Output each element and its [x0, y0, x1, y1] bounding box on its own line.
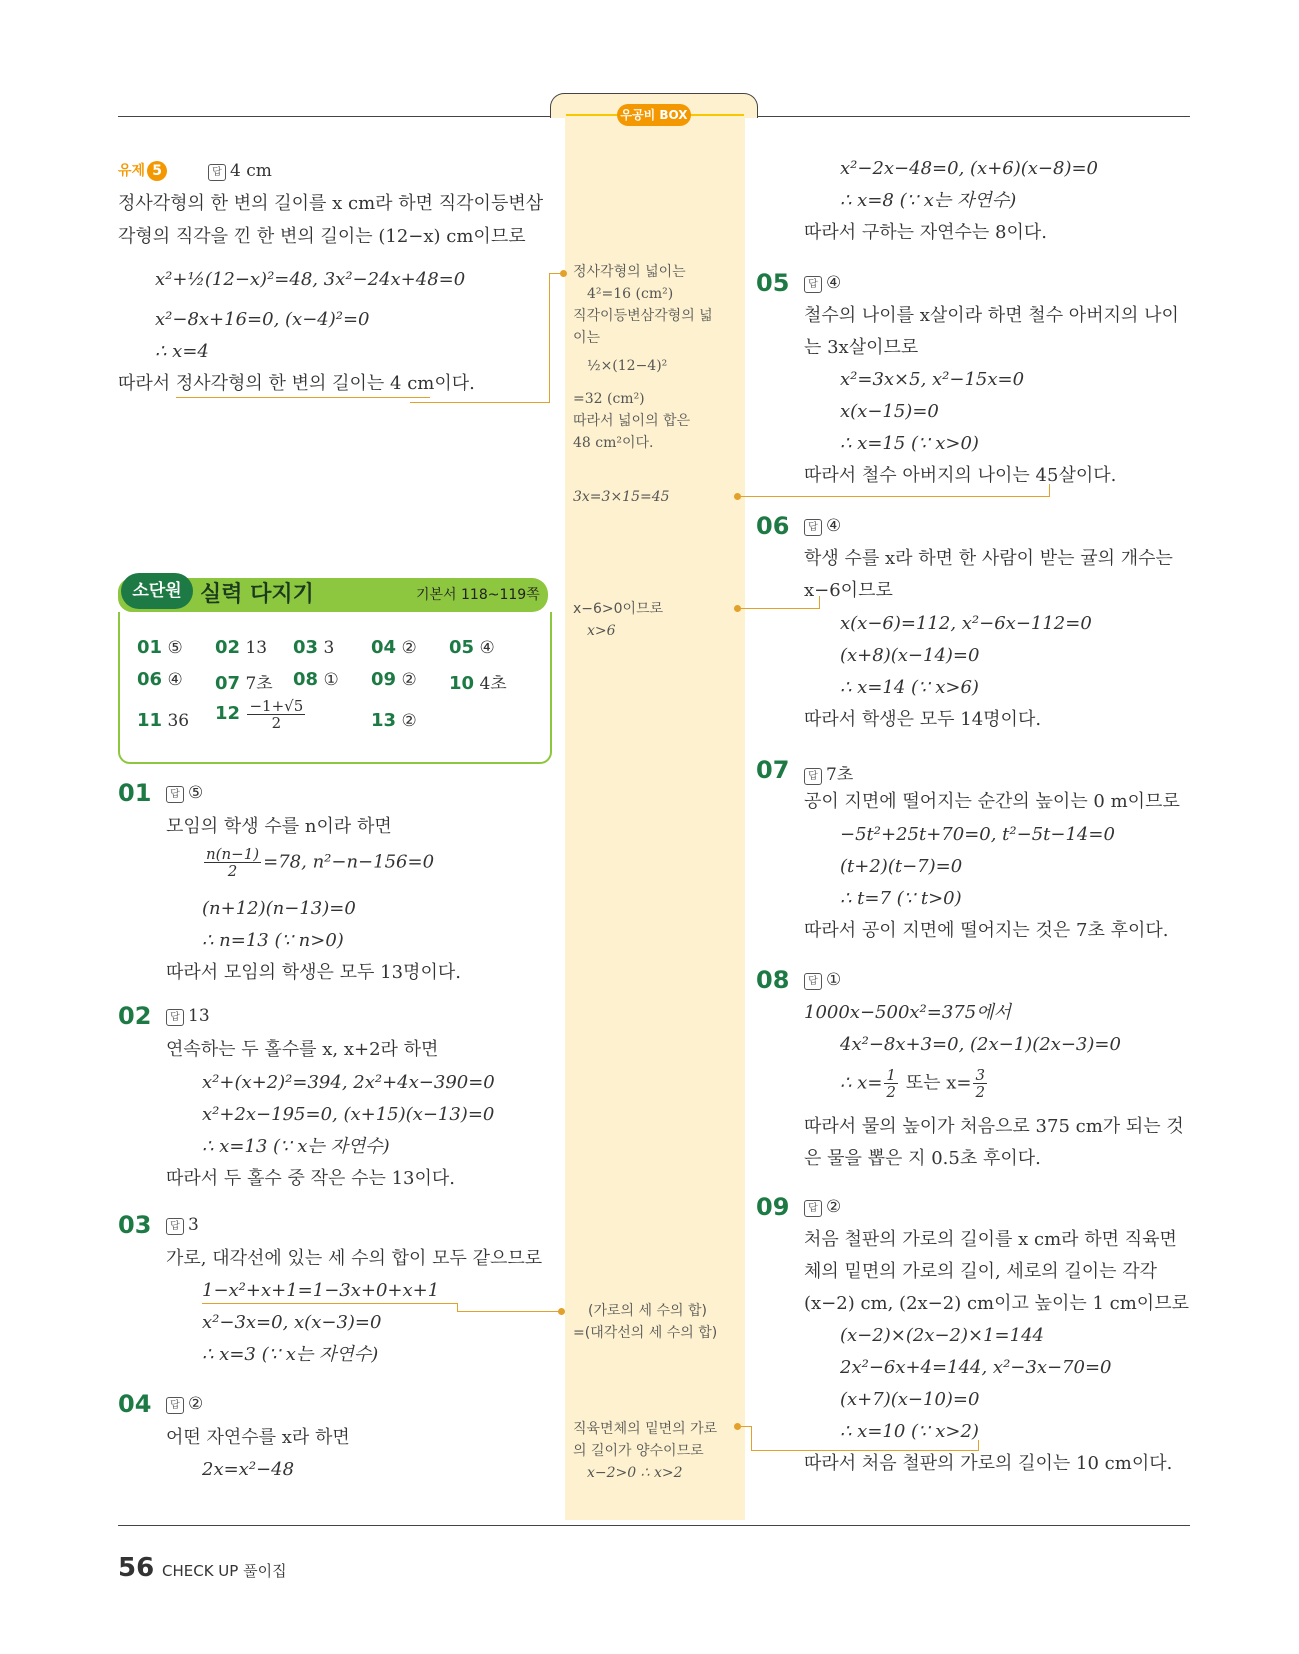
yuje-line: ∴ x=4	[155, 341, 209, 362]
side-note: =(대각선의 세 수의 합)	[573, 1325, 718, 1341]
solution-line: 4x²−8x+3=0, (2x−1)(2x−3)=0	[840, 1034, 1121, 1055]
problem-answer: 답 3	[166, 1215, 199, 1235]
solution-line: 는 3x살이므로	[804, 337, 919, 358]
solution-line: (x+8)(x−14)=0	[840, 645, 980, 666]
solution-line: x²=3x×5, x²−15x=0	[840, 369, 1025, 390]
solution-line: 처음 철판의 가로의 길이를 x cm라 하면 직육면	[804, 1229, 1177, 1250]
side-note: 48 cm²이다.	[573, 435, 654, 451]
solution-line: −5t²+25t+70=0, t²−5t−14=0	[840, 824, 1115, 845]
unit-answer: 04 ②	[371, 637, 417, 658]
problem-number: 04	[118, 1390, 152, 1418]
connector	[740, 608, 820, 609]
unit-answer: 13 ②	[371, 710, 417, 731]
problem-number: 05	[756, 269, 790, 297]
side-note: ½×(12−4)²	[587, 358, 668, 374]
side-note: 직각이등변삼각형의 넓	[573, 308, 713, 324]
solution-line: ∴ x=3 (∵ x는 자연수)	[202, 1344, 379, 1365]
solution-line: 2x²−6x+4=144, x²−3x−70=0	[840, 1357, 1112, 1378]
unit-answer: 12 $\frac{-1+√5}{2}$	[215, 697, 304, 732]
solution-line: (x−2) cm, (2x−2) cm이고 높이는 1 cm이므로	[804, 1293, 1189, 1314]
solution-line: (n+12)(n−13)=0	[202, 898, 356, 919]
connector	[740, 496, 1050, 497]
unit-answer: 09 ②	[371, 669, 417, 690]
problem-answer: 답 ④	[804, 516, 841, 536]
solution-line: 모임의 학생 수를 n이라 하면	[166, 816, 392, 837]
solution-line: 따라서 학생은 모두 14명이다.	[804, 709, 1042, 730]
connector	[410, 402, 550, 403]
unit-answer: 08 ①	[293, 669, 339, 690]
solution-line: 공이 지면에 떨어지는 순간의 높이는 0 m이므로	[804, 791, 1180, 812]
connector	[457, 1311, 560, 1312]
side-note: x>6	[587, 623, 616, 639]
unit-answer: 07 7초	[215, 673, 273, 694]
solution-line: x(x−6)=112, x²−6x−112=0	[840, 613, 1092, 634]
solution-line: $\frac{n(n-1)}{2}$ =78, n²−n−156=0	[206, 845, 435, 880]
side-note: x−6>0이므로	[573, 601, 664, 617]
solution-line: 따라서 철수 아버지의 나이는 45살이다.	[804, 465, 1117, 486]
yuje-line: 각형의 직각을 낀 한 변의 길이는 (12−x) cm이므로	[118, 226, 526, 247]
yuje-line: x²+½(12−x)²=48, 3x²−24x+48=0	[155, 269, 466, 290]
page-number: 56	[118, 1553, 155, 1583]
solution-line: 은 물을 뽑은 지 0.5초 후이다.	[804, 1148, 1041, 1169]
box-line-left	[566, 114, 618, 116]
yuje-line: 따라서 정사각형의 한 변의 길이는 4 cm이다.	[118, 373, 475, 394]
problem-number: 06	[756, 512, 790, 540]
solution-line: 따라서 공이 지면에 떨어지는 것은 7초 후이다.	[804, 920, 1169, 941]
connector	[751, 1450, 979, 1451]
solution-line: 연속하는 두 홀수를 x, x+2라 하면	[166, 1039, 439, 1060]
solution-line: (x−2)×(2x−2)×1=144	[840, 1325, 1044, 1346]
unit-title: 실력 다지기	[200, 582, 314, 607]
box-line-right	[690, 114, 744, 116]
unit-answer: 11 36	[137, 710, 190, 731]
solution-line: ∴ t=7 (∵ t>0)	[840, 888, 962, 909]
solution-line: 철수의 나이를 x살이라 하면 철수 아버지의 나이	[804, 305, 1179, 326]
solution-line: ∴ x= $\frac{1}{2}$ 또는 x= $\frac{3}{2}$	[840, 1066, 985, 1101]
solution-line: 어떤 자연수를 x라 하면	[166, 1427, 350, 1448]
solution-line: 체의 밑면의 가로의 길이, 세로의 길이는 각각	[804, 1261, 1158, 1282]
solution-line: 가로, 대각선에 있는 세 수의 합이 모두 같으므로	[166, 1248, 543, 1269]
solution-line: 1−x²+x+1=1−3x+0+x+1	[202, 1280, 440, 1301]
solution-line: 1000x−500x²=375에서	[804, 1002, 1011, 1023]
solution-line: 따라서 모임의 학생은 모두 13명이다.	[166, 962, 461, 983]
solution-line: ∴ x=14 (∵ x>6)	[840, 677, 979, 698]
solution-line: x²+2x−195=0, (x+15)(x−13)=0	[202, 1104, 495, 1125]
solution-line: ∴ x=8 (∵ x는 자연수)	[840, 190, 1017, 211]
solution-line: 따라서 구하는 자연수는 8이다.	[804, 222, 1047, 243]
solution-line: ∴ x=13 (∵ x는 자연수)	[202, 1136, 390, 1157]
unit-ref: 기본서 118~119쪽	[416, 587, 540, 603]
problem-answer: 답 7초	[804, 760, 853, 785]
solution-line: 학생 수를 x라 하면 한 사람이 받는 귤의 개수는	[804, 548, 1173, 569]
footer-title: CHECK UP 풀이집	[162, 1562, 287, 1580]
unit-answer: 02 13	[215, 637, 268, 658]
unit-answer: 10 4초	[449, 673, 507, 694]
yuje-line: 정사각형의 한 변의 길이를 x cm라 하면 직각이등변삼	[118, 193, 544, 214]
unit-answer: 01 ⑤	[137, 637, 183, 658]
yuje-label: 유제 5	[118, 160, 167, 181]
problem-number: 07	[756, 756, 790, 784]
problem-number: 03	[118, 1211, 152, 1239]
unit-answer: 05 ④	[449, 637, 495, 658]
problem-number: 09	[756, 1193, 790, 1221]
underline	[176, 397, 430, 398]
side-note: 따라서 넓이의 합은	[573, 413, 691, 429]
problem-answer: 답 13	[166, 1006, 210, 1026]
unit-answer: 06 ④	[137, 669, 183, 690]
solution-line: ∴ x=15 (∵ x>0)	[840, 433, 979, 454]
solution-line: x(x−15)=0	[840, 401, 939, 422]
yuje-answer: 답 4 cm	[208, 161, 272, 181]
problem-answer: 답 ④	[804, 273, 841, 293]
unit-badge: 소단원	[121, 573, 193, 609]
note-dot	[558, 1308, 565, 1315]
side-note: (가로의 세 수의 합)	[588, 1303, 707, 1319]
problem-answer: 답 ②	[804, 1197, 841, 1217]
problem-number: 08	[756, 966, 790, 994]
side-note: x−2>0 ∴ x>2	[587, 1465, 683, 1481]
connector	[549, 273, 550, 403]
problem-number: 01	[118, 779, 152, 807]
yuje-line: x²−8x+16=0, (x−4)²=0	[155, 309, 370, 330]
solution-line: x²−3x=0, x(x−3)=0	[202, 1312, 382, 1333]
connector	[751, 1426, 752, 1450]
problem-number: 02	[118, 1002, 152, 1030]
unit-answer: 03 3	[293, 637, 335, 658]
solution-line: x²+(x+2)²=394, 2x²+4x−390=0	[202, 1072, 495, 1093]
side-note: 4²=16 (cm²)	[587, 286, 674, 302]
box-label: 우공비 BOX	[617, 104, 691, 126]
side-note: 정사각형의 넓이는	[573, 264, 686, 280]
side-note: 이는	[573, 330, 601, 346]
solution-line: ∴ n=13 (∵ n>0)	[202, 930, 344, 951]
side-note: =32 (cm²)	[573, 391, 645, 407]
underline	[202, 1303, 458, 1304]
solution-line: 따라서 처음 철판의 가로의 길이는 10 cm이다.	[804, 1453, 1173, 1474]
solution-line: (t+2)(t−7)=0	[840, 856, 963, 877]
problem-answer: 답 ①	[804, 970, 841, 990]
solution-line: (x+7)(x−10)=0	[840, 1389, 980, 1410]
side-note: 의 길이가 양수이므로	[573, 1443, 704, 1459]
side-note: 3x=3×15=45	[573, 489, 670, 505]
solution-line: 따라서 물의 높이가 처음으로 375 cm가 되는 것	[804, 1116, 1184, 1137]
solution-line: x−6이므로	[804, 580, 893, 601]
solution-line: ∴ x=10 (∵ x>2)	[840, 1421, 979, 1442]
problem-answer: 답 ⑤	[166, 783, 203, 803]
problem-answer: 답 ②	[166, 1394, 203, 1414]
solution-line: 2x=x²−48	[202, 1459, 295, 1480]
bottom-rule	[118, 1525, 1190, 1526]
solution-line: 따라서 두 홀수 중 작은 수는 13이다.	[166, 1168, 455, 1189]
note-dot	[560, 270, 567, 277]
side-note: 직육면체의 밑면의 가로	[573, 1421, 718, 1437]
solution-line: x²−2x−48=0, (x+6)(x−8)=0	[840, 158, 1099, 179]
